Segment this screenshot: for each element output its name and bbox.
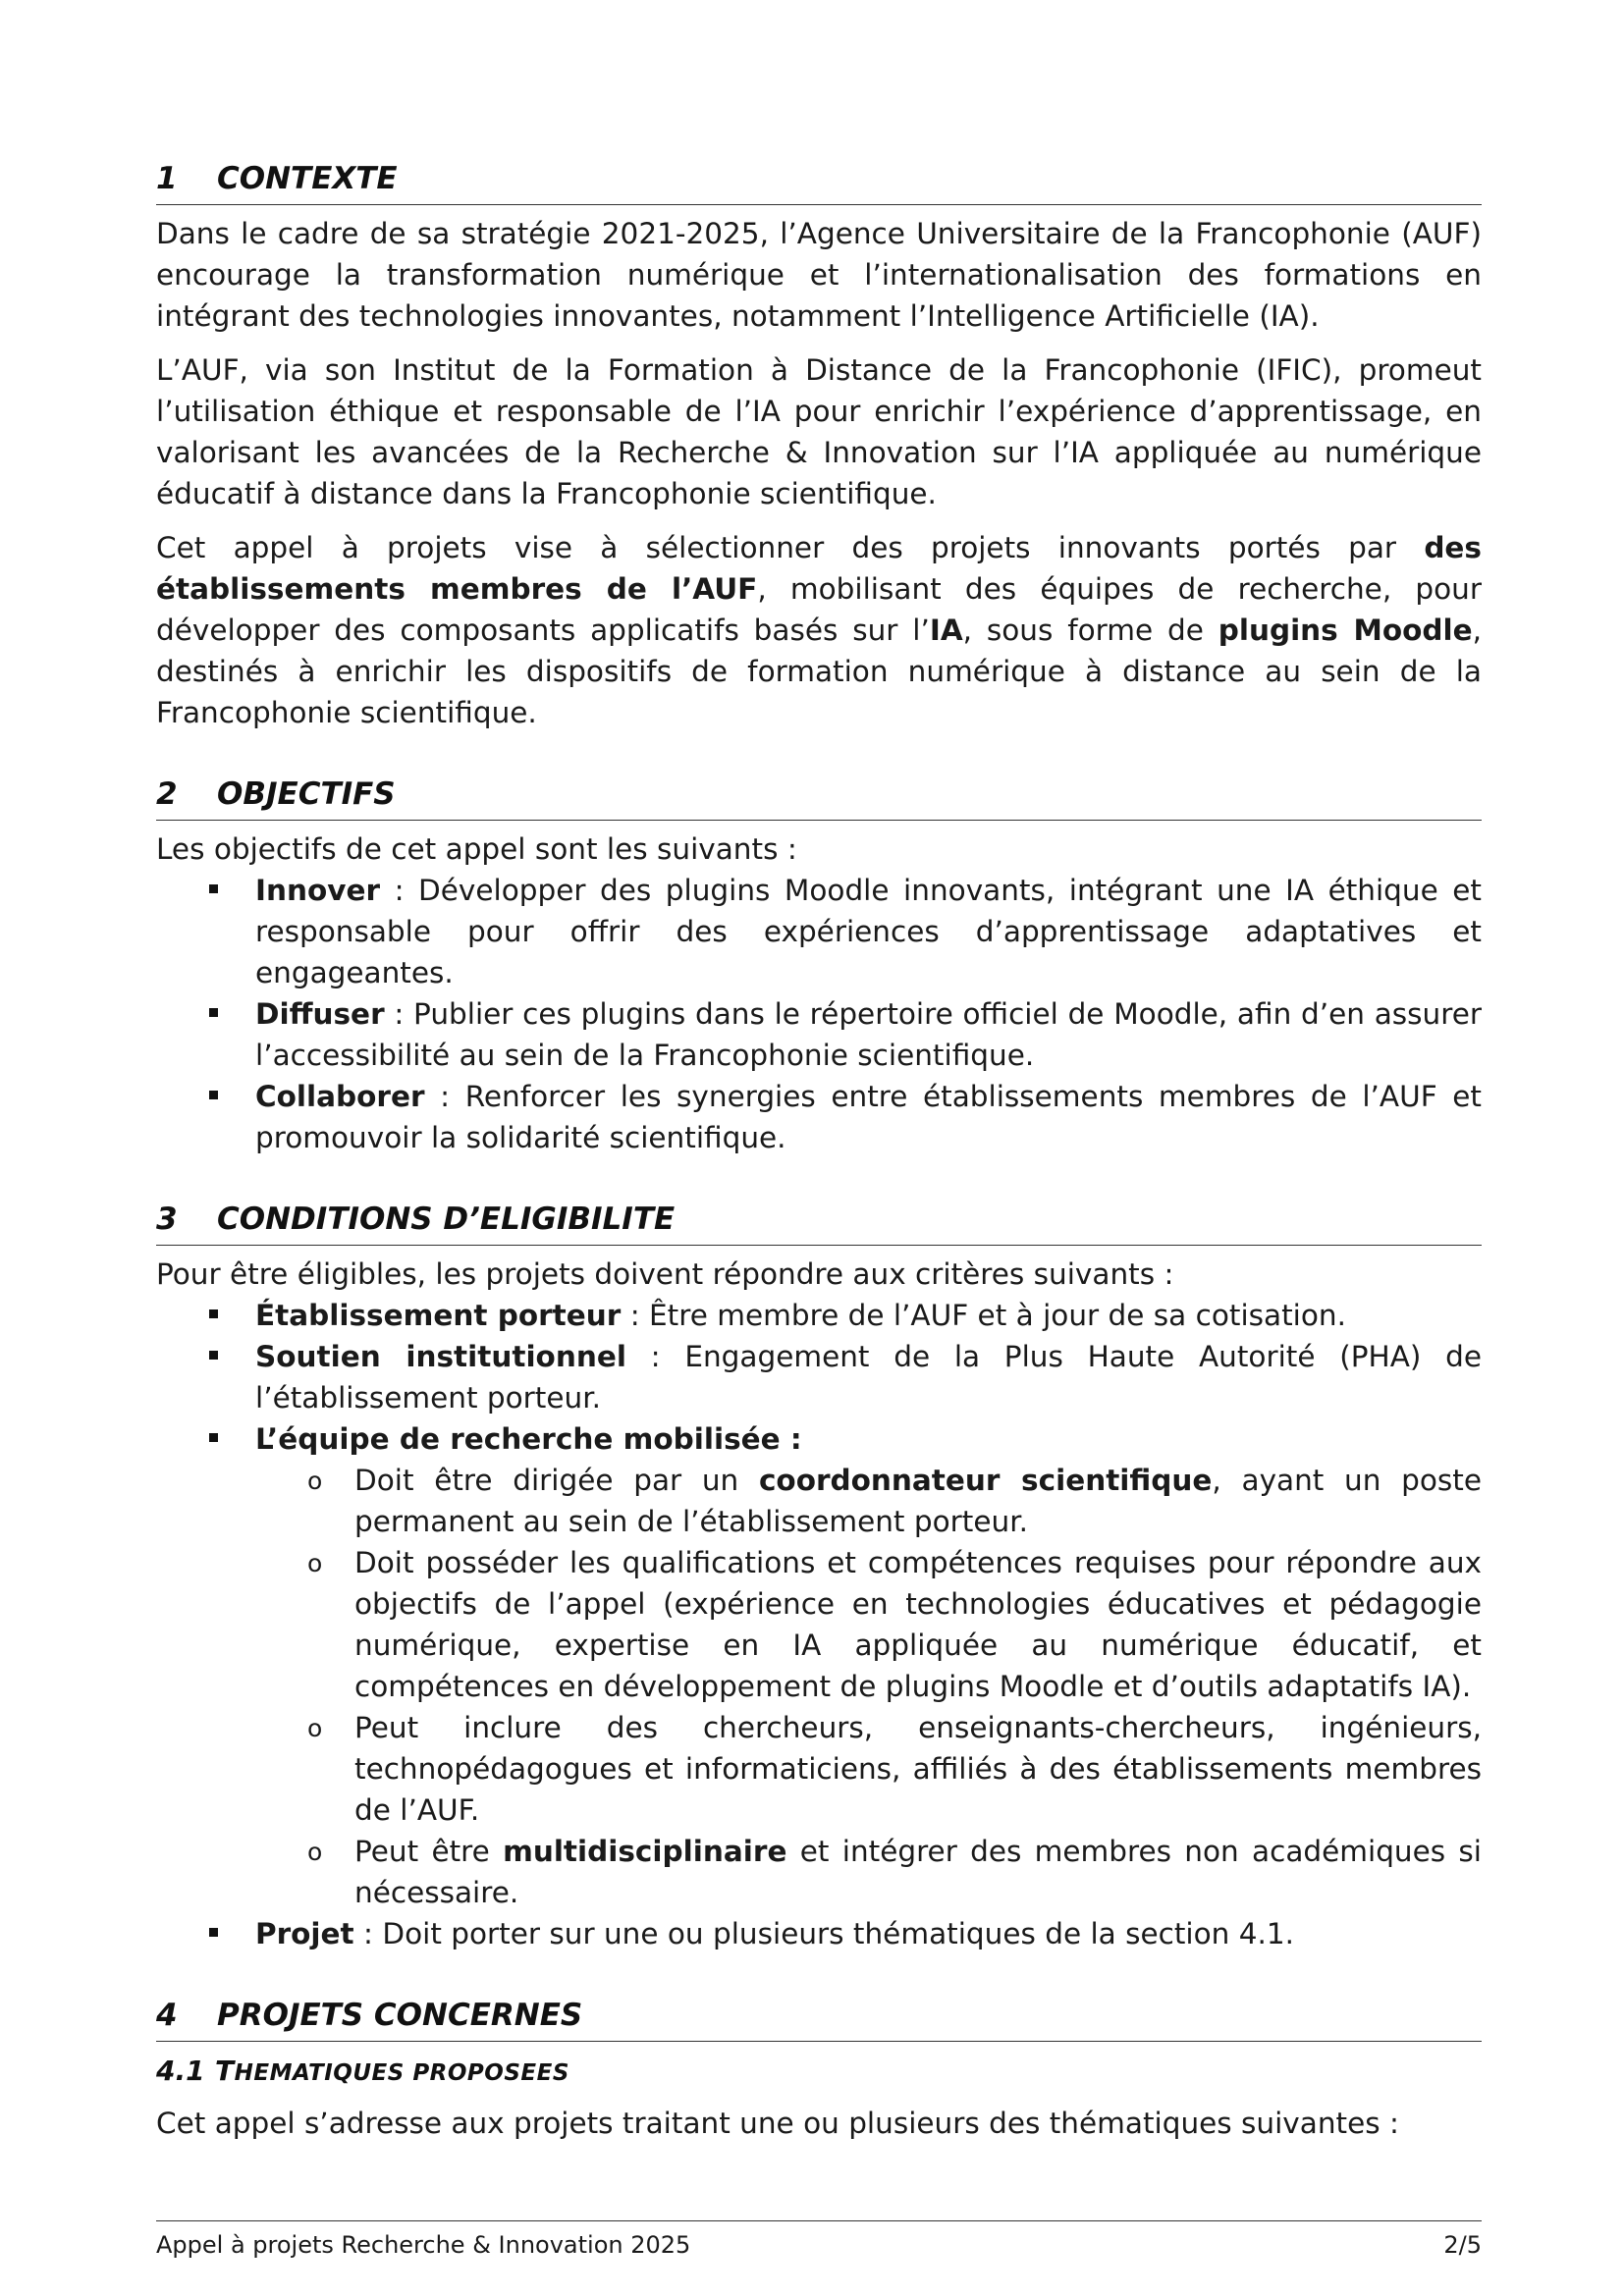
square-bullet-icon [209, 1433, 218, 1442]
list-item: Soutien institutionnel : Engagement de la Plus Haute Autorité (PHA) de l’établissement porteur. [156, 1336, 1482, 1418]
square-bullet-icon [209, 1928, 218, 1937]
section-title: CONDITIONS D’ELIGIBILITE [217, 1201, 676, 1237]
sublist-item: o Doit être dirigée par un coordonnateur scientifique, ayant un poste permanent au sein de l’établissement porteur. [255, 1460, 1482, 1542]
footer-title: Appel à projets Recherche & Innovation 2025 [156, 2231, 691, 2259]
circle-bullet-icon: o [307, 1549, 323, 1577]
section-title: PROJETS CONCERNES [217, 1998, 583, 2033]
square-bullet-icon [209, 1309, 218, 1318]
circle-bullet-icon: o [307, 1838, 323, 1866]
page-number: 2/5 [1443, 2231, 1482, 2259]
paragraph: Pour être éligibles, les projets doivent répondre aux critères suivants : [156, 1257, 1174, 1291]
square-bullet-icon [209, 1091, 218, 1099]
list-item: L’équipe de recherche mobilisée : o Doit être dirigée par un coordonnateur scientifique, ayant un poste permanent au sein de l’établissement porteur. o Doit posséder les qualifications et compétences requises pour répondre aux objectifs de l’appel (expérience en technologies éducatives et pédagogie numérique, expertise en IA appliquée au numérique éducatif, et compétences en développement de plugins Moodle et d’outils adaptatifs IA). o Peut inclure des chercheurs, enseignants-chercheurs, ingénieurs, technopédagogues et informaticiens, affiliés à des établissements membres de l’AUF. o Peut être multidisciplinaire et intégrer des membres non académiques si nécessaire. [156, 1418, 1482, 1913]
paragraph: Les objectifs de cet appel sont les suivants : [156, 832, 797, 866]
team-sublist [255, 1460, 1482, 1913]
page-content [156, 155, 1482, 2144]
section-number: 2 [156, 776, 178, 812]
list-item: Collaborer : Renforcer les synergies entre établissements membres de l’AUF et promouvoir la solidarité scientifique. [156, 1076, 1482, 1158]
square-bullet-icon [209, 1351, 218, 1360]
paragraph: Cet appel à projets vise à sélectionner des projets innovants portés par des établissements membres de l’AUF, mobilisant des équipes de recherche, pour développer des composants applicatifs basés sur l’IA, sous forme de plugins Moodle, destinés à enrichir les dispositifs de formation numérique à distance au sein de la Francophonie scientifique. [156, 531, 1482, 729]
sublist-item: o Doit posséder les qualifications et compétences requises pour répondre aux objectifs de l’appel (expérience en technologies éducatives et pédagogie numérique, expertise en IA appliquée au numérique éducatif, et compétences en développement de plugins Moodle et d’outils adaptatifs IA). [255, 1542, 1482, 1707]
section-number: 1 [156, 161, 178, 196]
list-item: Projet : Doit porter sur une ou plusieurs thématiques de la section 4.1. [156, 1913, 1482, 1954]
square-bullet-icon [209, 884, 218, 893]
list-item: Établissement porteur : Être membre de l’AUF et à jour de sa cotisation. [156, 1295, 1482, 1336]
paragraph: Cet appel s’adresse aux projets traitant une ou plusieurs des thématiques suivantes : [156, 2107, 1399, 2140]
section-heading-conditions [156, 1196, 1482, 1246]
section-number: 4 [156, 1998, 178, 2033]
sublist-item: o Peut inclure des chercheurs, enseignants-chercheurs, ingénieurs, technopédagogues et informaticiens, affiliés à des établissements membres de l’AUF. [255, 1707, 1482, 1831]
page-footer [156, 2220, 1482, 2263]
paragraph: Dans le cadre de sa stratégie 2021-2025, l’Agence Universitaire de la Francophonie (AUF) encourage la transformation numérique et l’internationalisation des formations en intégrant des technologies innovantes, notamment l’Intelligence Artificielle (IA). [156, 217, 1482, 333]
criteria-list [156, 1295, 1482, 1954]
subsection-heading-thematiques [156, 2050, 1482, 2095]
paragraph: L’AUF, via son Institut de la Formation à Distance de la Francophonie (IFIC), promeut l’utilisation éthique et responsable de l’IA pour enrichir l’expérience d’apprentissage, en valorisant les avancées de la Recherche & Innovation sur l’IA appliquée au numérique éducatif à distance dans la Francophonie scientifique. [156, 353, 1482, 510]
section-number: 3 [156, 1201, 178, 1237]
section-title: OBJECTIFS [217, 776, 396, 812]
sublist-item: o Peut être multidisciplinaire et intégrer des membres non académiques si nécessaire. [255, 1831, 1482, 1913]
section-heading-objectifs [156, 771, 1482, 821]
circle-bullet-icon: o [307, 1714, 323, 1742]
list-item: Innover : Développer des plugins Moodle innovants, intégrant une IA éthique et responsable pour offrir des expériences d’apprentissage adaptatives et engageantes. [156, 870, 1482, 993]
section-heading-projets [156, 1992, 1482, 2042]
circle-bullet-icon: o [307, 1467, 323, 1495]
subsection-title: THEMATIQUES PROPOSEES [215, 2055, 569, 2087]
subsection-number: 4.1 [156, 2055, 205, 2087]
section-title: CONTEXTE [217, 161, 398, 196]
list-item: Diffuser : Publier ces plugins dans le répertoire officiel de Moodle, afin d’en assurer l’accessibilité au sein de la Francophonie scientifique. [156, 993, 1482, 1076]
objectives-list [156, 870, 1482, 1158]
square-bullet-icon [209, 1008, 218, 1017]
section-heading-contexte [156, 155, 1482, 205]
